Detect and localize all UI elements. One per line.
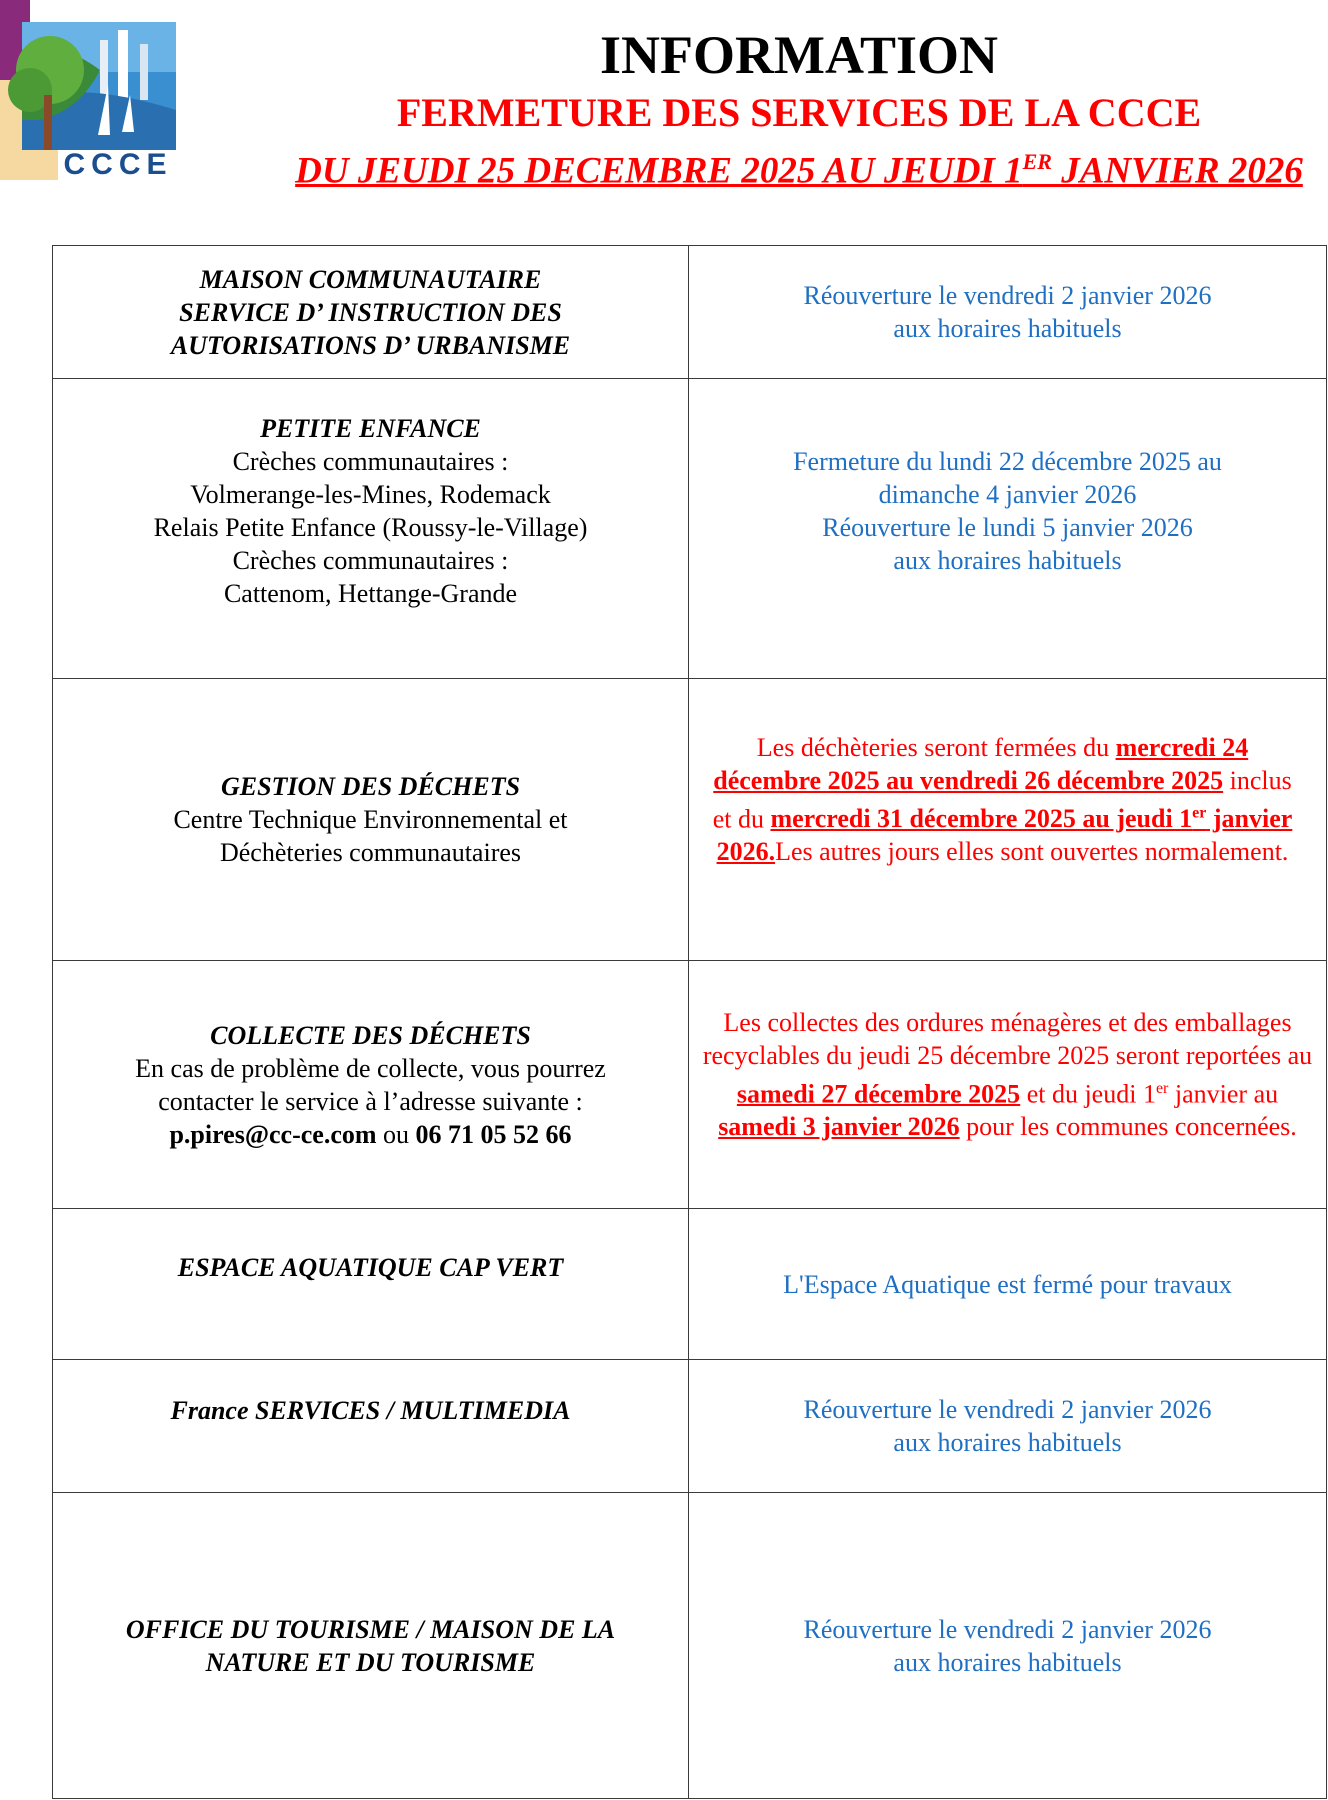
service-cell [53,961,689,1209]
contact-or: ou [376,1119,416,1149]
info-text: Les collectes des ordures ménagères et des emballages recyclables du jeudi 25 décembre 2025 seront reportées au [702,1007,1313,1070]
info-cell [689,1209,1327,1360]
info-text: inclus et du [712,765,1292,834]
info-line: Réouverture le vendredi 2 janvier 2026 [803,1395,1212,1424]
service-line: Volmerange-les-Mines, Rodemack [190,479,551,509]
logo-text: CCCE [63,148,173,181]
page-header [180,22,1328,195]
service-title-line: MAISON COMMUNAUTAIRE [199,264,542,294]
contact-email[interactable]: p.pires@cc-ce.com [169,1119,377,1149]
info-cell [689,679,1327,961]
info-date: samedi 3 janvier 2026 [718,1112,960,1142]
ccce-logo [0,0,176,190]
info-text: Les autres jours elles sont ouvertes normalement. [775,837,1289,867]
dates-sup: ER [1022,149,1052,174]
contact-line [63,1118,678,1151]
info-cell [689,1360,1327,1493]
service-line: Déchèteries communautaires [219,838,522,867]
service-line: Crèches communautaires : [232,545,509,575]
info-date-sup: er [1192,804,1207,822]
info-cell [689,379,1327,679]
service-line: En cas de problème de collecte, vous pourrez [135,1053,606,1083]
table-row [53,961,1327,1209]
info-line: Réouverture le vendredi 2 janvier 2026 [803,1614,1212,1644]
info-line: Réouverture le lundi 5 janvier 2026 [822,512,1193,542]
info-date: mercredi 24 décembre 2025 au vendredi 26 décembre 2025 [713,732,1249,795]
service-title-line: AUTORISATIONS D’ URBANISME [170,330,571,360]
info-date-text: mercredi 31 décembre 2025 au jeudi 1 [770,804,1193,834]
dates-text-end: JANVIER 2026 [1051,150,1303,192]
info-date-text: janvier 2026. [716,804,1293,867]
service-line: contacter le service à l’adresse suivante : [158,1086,583,1116]
info-cell [689,246,1327,379]
table-row [53,1209,1327,1360]
info-line: L'Espace Aquatique est fermé pour travaux [783,1269,1232,1299]
page-title: INFORMATION [600,25,998,85]
service-cell [53,679,689,961]
contact-phone[interactable]: 06 71 05 52 66 [415,1119,572,1149]
service-title-line: SERVICE D’ INSTRUCTION DES [179,297,562,327]
info-line: Fermeture du lundi 22 décembre 2025 au [793,446,1222,476]
info-line: dimanche 4 janvier 2026 [878,479,1137,509]
page-subtitle: FERMETURE DES SERVICES DE LA CCCE [396,90,1202,135]
info-text: pour les communes concernées. [959,1112,1297,1142]
table-row [53,246,1327,379]
services-table [52,245,1327,1799]
info-line: aux horaires habituels [893,314,1122,343]
info-text: janvier au [1168,1079,1279,1109]
table-row [53,1493,1327,1799]
service-title: COLLECTE DES DÉCHETS [210,1020,531,1050]
info-line: aux horaires habituels [893,1428,1122,1457]
service-cell [53,1493,689,1799]
service-line: Crèches communautaires : [232,446,509,476]
service-title: PETITE ENFANCE [260,413,481,443]
table-row [53,1360,1327,1493]
service-line: Cattenom, Hettange-Grande [223,578,518,608]
info-text: et du jeudi 1 [1020,1079,1156,1109]
info-line: aux horaires habituels [893,545,1122,575]
service-title: ESPACE AQUATIQUE CAP VERT [177,1252,564,1282]
info-text: Les déchèteries seront fermées du [756,732,1116,762]
service-line: Relais Petite Enfance (Roussy-le-Village) [153,512,588,542]
service-cell [53,379,689,679]
info-date: samedi 27 décembre 2025 [736,1079,1021,1109]
service-title: GESTION DES DÉCHETS [220,772,521,801]
service-title-line: NATURE ET DU TOURISME [205,1647,536,1677]
table-row [53,679,1327,961]
info-cell [689,961,1327,1209]
service-cell [53,1209,689,1360]
service-cell [53,246,689,379]
table-row [53,379,1327,679]
info-line: aux horaires habituels [893,1647,1122,1677]
service-title-line: OFFICE DU TOURISME / MAISON DE LA [125,1614,616,1644]
service-title: France SERVICES / MULTIMEDIA [170,1395,571,1425]
info-cell [689,1493,1327,1799]
info-line: Réouverture le vendredi 2 janvier 2026 [803,281,1212,310]
service-line: Centre Technique Environnemental et [173,805,568,834]
service-cell [53,1360,689,1493]
dates-text: DU JEUDI 25 DECEMBRE 2025 AU JEUDI 1 [295,150,1023,192]
closure-dates [270,138,1328,195]
info-sup: er [1155,1079,1169,1097]
